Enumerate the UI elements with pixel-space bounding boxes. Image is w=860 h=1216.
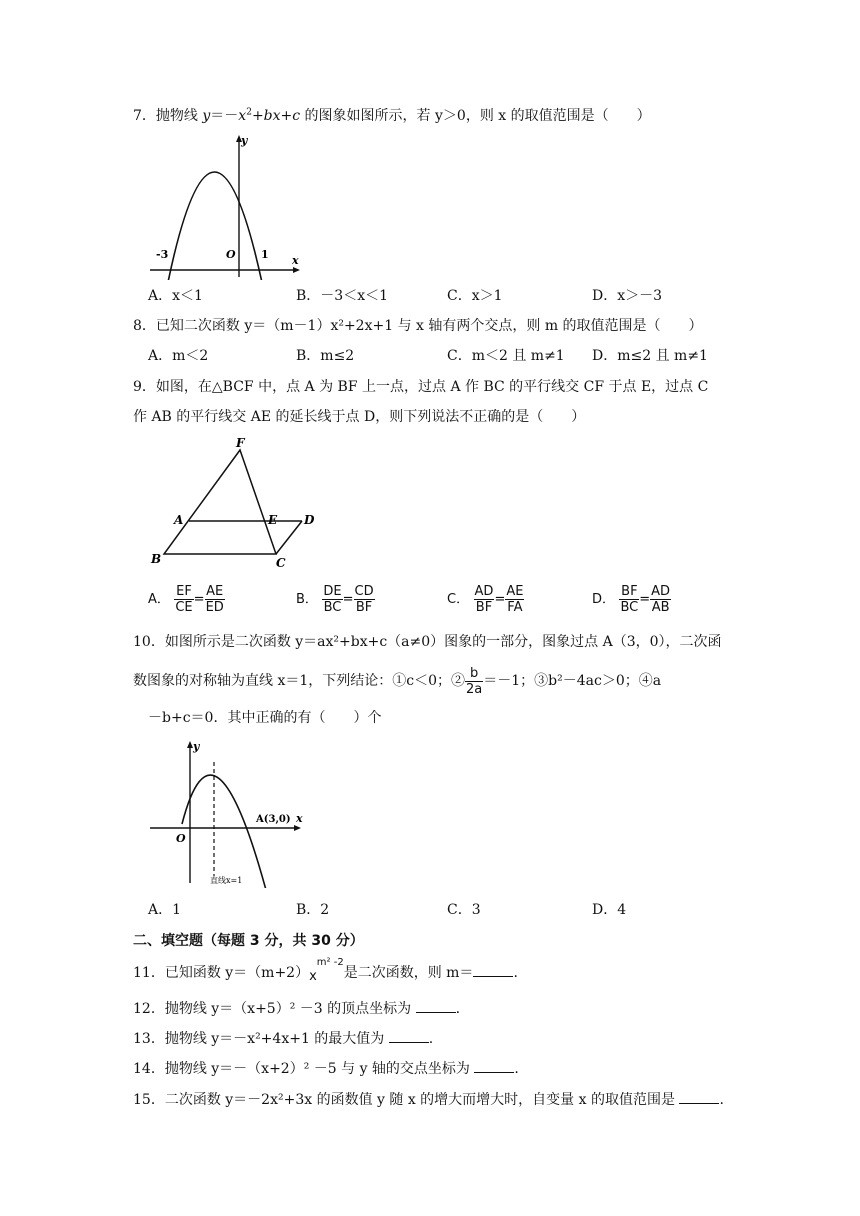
section-heading: 二、填空题（每题 3 分，共 30 分）	[133, 933, 364, 949]
q14-stem: 14．抛物线 y＝－（x+2）² －5 与 y 轴的交点坐标为 .	[133, 1058, 519, 1079]
q7-stem: 7．抛物线 $y=-x^2+bx+c$ 的图象如图所示，若 y＞0，则 x 的取值范围是（ ）	[133, 107, 651, 124]
q8-option-a[interactable]: A．m＜2	[148, 348, 209, 364]
q7-origin-label: O	[226, 248, 236, 261]
q7-option-a[interactable]: A．x＜1	[148, 288, 203, 304]
q15-stem: 15．二次函数 y＝－2x²+3x 的函数值 y 随 x 的增大而增大时，自变量 x 的取值范围是 .	[133, 1089, 724, 1110]
q9-figure	[148, 432, 328, 572]
q9-stem-line1: 9．如图，在△BCF 中，点 A 为 BF 上一点，过点 A 作 BC 的平行线交 CF 于点 E，过点 C	[133, 379, 709, 395]
q15-answer-blank[interactable]	[679, 1089, 719, 1104]
q10-figure	[148, 738, 308, 888]
q10-stem-line1: 10．如图所示是二次函数 y＝ax²+bx+c（a≠0）图象的一部分，图象过点 A（3，0），二次函	[133, 634, 722, 650]
q9-option-c[interactable]: C． $\frac{AD}{BF}$ = $\frac{AE}{FA}$	[447, 584, 524, 615]
q7-x-label: x	[292, 254, 299, 267]
q7-option-d[interactable]: D．x＞－3	[592, 288, 663, 304]
q9-option-b[interactable]: B． $\frac{DE}{BC}$ = $\frac{CD}{BF}$	[296, 584, 374, 615]
q10-point-a-label: A(3,0)	[256, 814, 291, 825]
q9-label-d: D	[304, 513, 315, 527]
q14-answer-blank[interactable]	[474, 1058, 514, 1073]
q10-option-b[interactable]: B．2	[296, 902, 330, 918]
q10-option-a[interactable]: A．1	[148, 902, 182, 918]
q9-label-c: C	[276, 556, 286, 570]
q8-stem: 8．已知二次函数 y＝（m－1）x²+2x+1 与 x 轴有两个交点，则 m 的取值范围是（ ）	[133, 318, 703, 334]
q10-axis-label: 直线x=1	[210, 876, 243, 885]
q10-option-d[interactable]: D．4	[592, 902, 627, 918]
q7-option-b[interactable]: B．－3＜x＜1	[296, 288, 388, 304]
q10-x-label: x	[296, 812, 303, 825]
q9-option-a[interactable]: A． $\frac{EF}{CE}$ = $\frac{AE}{ED}$	[148, 584, 224, 615]
q9-label-a: A	[174, 513, 184, 527]
q7-figure	[148, 132, 304, 280]
q11-stem: 11．已知函数 $y=(m+2)x^{m^2 -2}$是二次函数，则 m＝ .	[133, 957, 518, 984]
q13-stem: 13．抛物线 y＝－x²+4x+1 的最大值为 .	[133, 1028, 433, 1049]
q9-option-d[interactable]: D． $\frac{BF}{BC}$ = $\frac{AD}{AB}$	[592, 584, 671, 615]
q12-answer-blank[interactable]	[416, 998, 456, 1013]
q7-neg3-label: -3	[156, 248, 169, 261]
q7-one-label: 1	[261, 248, 269, 261]
q9-stem-line2: 作 AB 的平行线交 AE 的延长线于点 D，则下列说法不正确的是（ ）	[133, 409, 586, 425]
q10-option-c[interactable]: C．3	[447, 902, 481, 918]
q9-label-b: B	[151, 552, 162, 566]
q12-stem: 12．抛物线 y＝（x+5）² －3 的顶点坐标为 .	[133, 998, 460, 1019]
q9-label-f: F	[236, 436, 245, 450]
q10-origin-label: O	[176, 832, 186, 845]
q11-answer-blank[interactable]	[473, 962, 513, 977]
q8-option-d[interactable]: D．m≤2 且 m≠1	[592, 348, 708, 364]
q8-option-b[interactable]: B．m≤2	[296, 348, 355, 364]
q8-option-c[interactable]: C．m＜2 且 m≠1	[447, 348, 565, 364]
q7-y-label: y	[241, 134, 248, 147]
q10-stem-line3: －b+c＝0．其中正确的有（ ）个	[148, 710, 382, 726]
q7-option-c[interactable]: C．x＞1	[447, 288, 503, 304]
q13-answer-blank[interactable]	[389, 1028, 429, 1043]
q10-stem-line2: 数图象的对称轴为直线 x＝1，下列结论：①c＜0；② $\frac{b}{2a}$ ＝－1；③b²－4ac＞0；④a	[133, 665, 662, 697]
q9-label-e: E	[268, 513, 278, 527]
q10-y-label: y	[193, 740, 200, 753]
